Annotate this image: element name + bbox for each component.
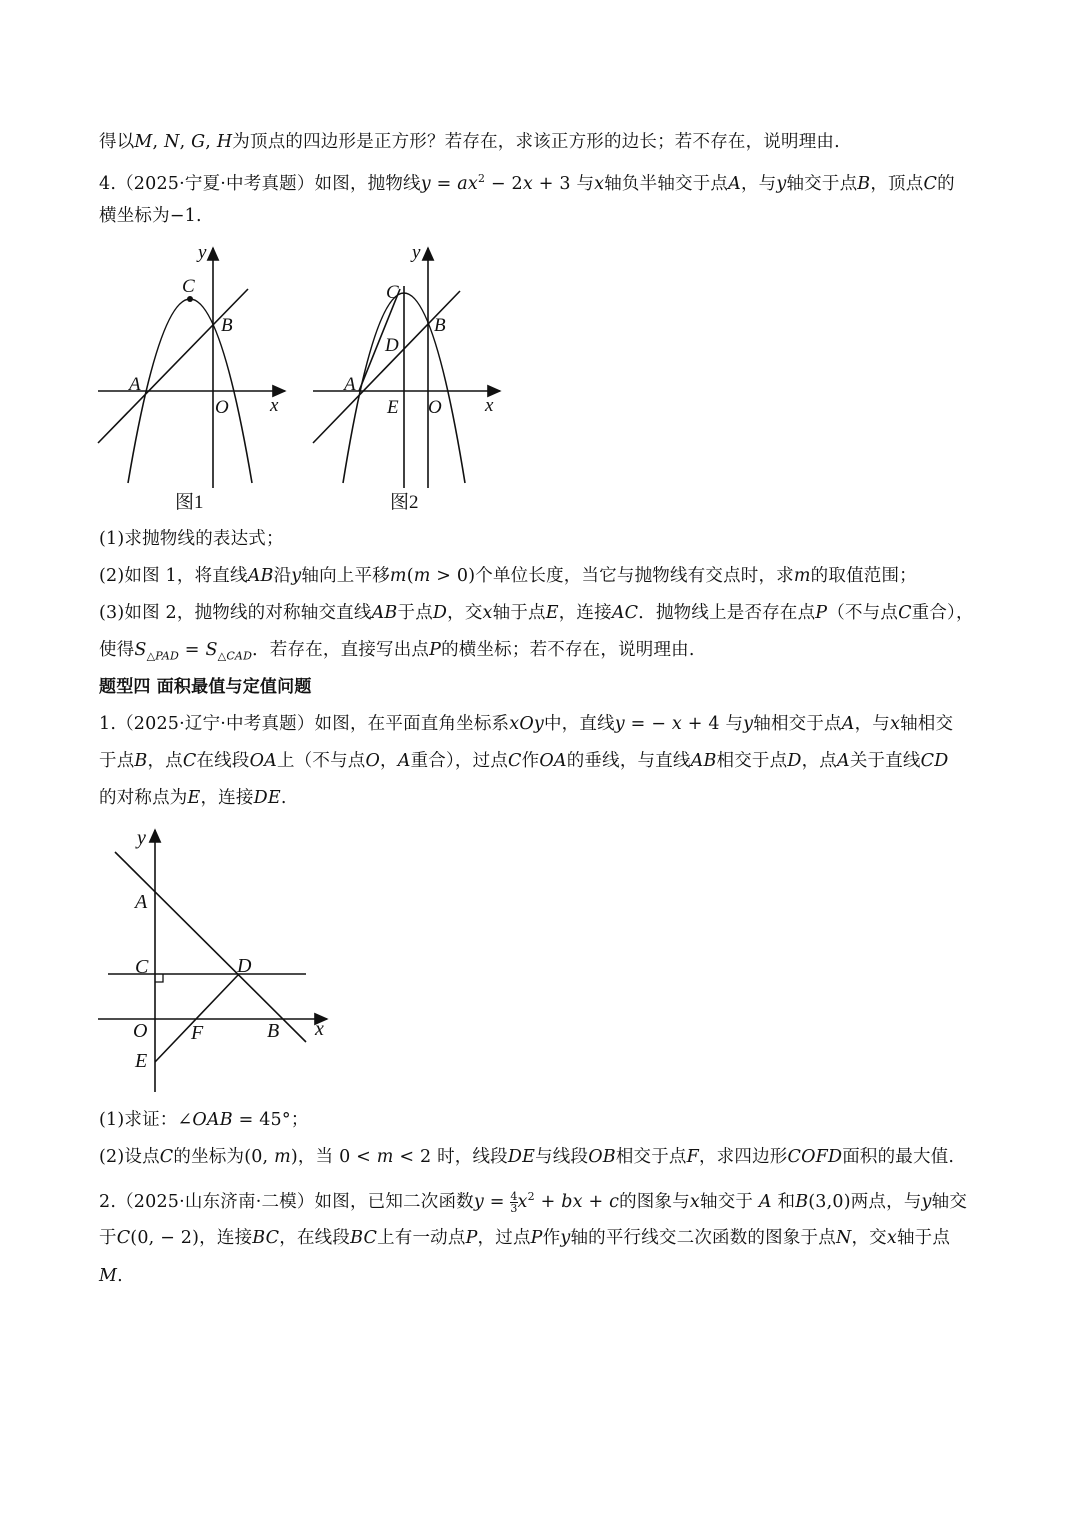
right-angle-mark xyxy=(155,974,163,982)
problem-1-q2: (2)设点C的坐标为(0, m)，当 0 < m < 2 时，线段DE与线段OB相交于点F，求四边形COFD面积的最大值. xyxy=(99,1147,955,1167)
label-a: A xyxy=(344,374,356,395)
problem-4-line-2: 横坐标为−1. xyxy=(99,206,202,226)
problem-1-line-1: 1.（2025·辽宁·中考真题）如图，在平面直角坐标系xOy中，直线y = − x + 4 与y轴相交于点A，与x轴相交 xyxy=(99,714,954,734)
label-f: F xyxy=(191,1022,204,1044)
label-b: B xyxy=(267,1020,280,1042)
label-x: x xyxy=(485,395,494,416)
figure-1-caption: 图1 xyxy=(175,492,204,513)
label-y: y xyxy=(412,242,421,263)
figure-1 xyxy=(95,238,295,520)
label-y: y xyxy=(137,827,146,849)
label-c: C xyxy=(386,282,399,303)
label-a: A xyxy=(129,374,141,395)
line-ab xyxy=(313,291,460,443)
problem-2-line-1: 2.（2025·山东济南·二模）如图，已知二次函数y = $\frac{4}{3}$ $x^2$ + bx + c的图象与x轴交于 A 和B(3,0)两点，与y轴交 xyxy=(99,1189,968,1215)
label-a: A xyxy=(135,891,148,913)
label-e: E xyxy=(387,397,399,418)
label-o: O xyxy=(133,1020,148,1042)
label-x: x xyxy=(315,1018,324,1040)
problem-2-line-3: M. xyxy=(99,1266,123,1286)
label-d: D xyxy=(237,955,252,977)
label-x: x xyxy=(270,395,279,416)
problem-4-q3-line-1: (3)如图 2，抛物线的对称轴交直线AB于点D，交x轴于点E，连接AC．抛物线上是否存在点P（不与点C重合）， xyxy=(99,603,974,623)
label-c: C xyxy=(135,956,149,978)
problem-4-line-1: 4.（2025·宁夏·中考真题）如图，抛物线$y = ax^2 - 2x + 3$ 与x轴负半轴交于点A，与y轴交于点B，顶点C的 xyxy=(99,172,955,194)
label-c: C xyxy=(182,276,195,297)
section-heading: 题型四 面积最值与定值问题 xyxy=(99,677,312,697)
label-d: D xyxy=(385,335,399,356)
segment-de xyxy=(155,974,239,1062)
label-e: E xyxy=(135,1050,148,1072)
text-line-1: 得以M, N, G, H为顶点的四边形是正方形？若存在，求该正方形的边长；若不存在，说明理由. xyxy=(99,132,840,152)
label-o: O xyxy=(215,397,229,418)
label-o: O xyxy=(428,397,442,418)
figure-3 xyxy=(95,822,345,1100)
label-b: B xyxy=(434,315,446,336)
problem-4-q2: (2)如图 1，将直线AB沿y轴向上平移m(m > 0)个单位长度，当它与抛物线有交点时，求m的取值范围； xyxy=(99,566,917,586)
problem-4-q3-line-2: 使得$S_{\triangle PAD} = S_{\triangle CAD}$．若存在，直接写出点P的横坐标；若不存在，说明理由. xyxy=(99,640,695,663)
problem-1-q1: (1)求证：∠OAB = 45°； xyxy=(99,1110,309,1130)
figure-2 xyxy=(310,238,510,520)
figure-2-caption: 图2 xyxy=(390,492,419,513)
problem-2-line-2: 于C(0, − 2)，连接BC，在线段BC上有一动点P，过点P作y轴的平行线交二次函数的图象于点N，交x轴于点 xyxy=(99,1228,951,1248)
problem-4-q1: (1)求抛物线的表达式； xyxy=(99,529,284,549)
line-ab xyxy=(115,852,306,1042)
problem-1-line-2: 于点B，点C在线段OA上（不与点O，A重合），过点C作OA的垂线，与直线AB相交于点D，点A关于直线CD xyxy=(99,751,949,771)
label-b: B xyxy=(221,315,233,336)
problem-1-line-3: 的对称点为E，连接DE. xyxy=(99,788,287,808)
label-y: y xyxy=(198,242,207,263)
